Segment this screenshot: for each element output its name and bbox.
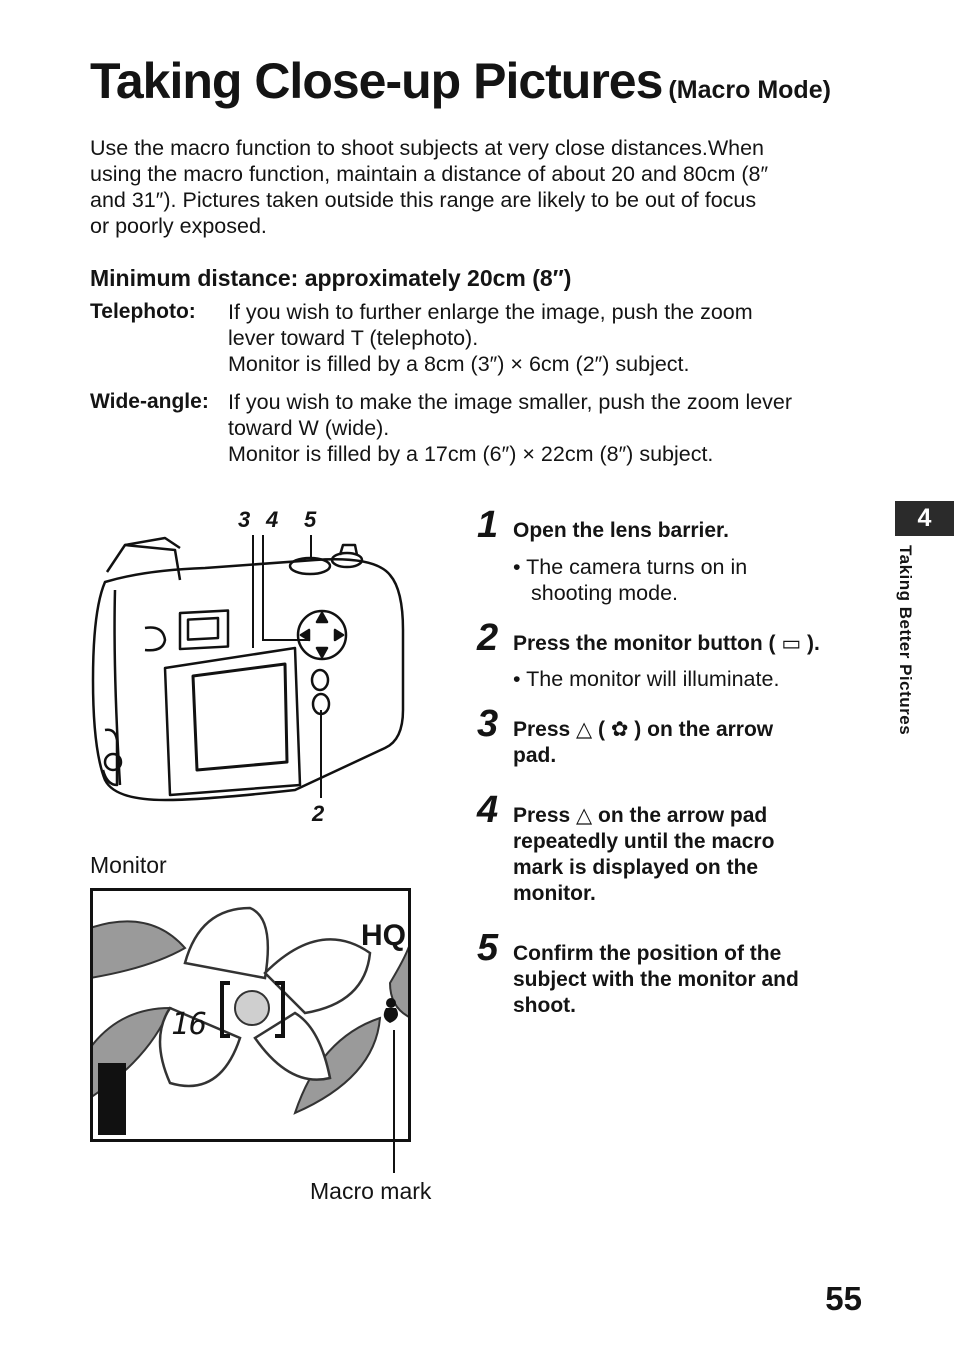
step-2-title: Press the monitor button ( ▭ ).	[513, 632, 820, 655]
telephoto-description	[228, 299, 753, 377]
step-number: 5	[477, 927, 499, 969]
step-title-line: Press △ ( ✿ ) on the arrow	[513, 718, 774, 741]
step-number: 2	[477, 617, 499, 659]
wide-angle-line: toward W (wide).	[228, 416, 390, 440]
intro-line: using the macro function, maintain a distance of about 20 and 80cm (8″	[90, 162, 769, 186]
macro-mark-leader	[393, 1030, 395, 1173]
chapter-label	[895, 545, 919, 785]
macro-mark-caption: Macro mark	[310, 1178, 432, 1204]
title-subtitle: (Macro Mode)	[668, 76, 831, 104]
step-title-line: pad.	[513, 744, 557, 767]
step-title-line: mark is displayed on the	[513, 856, 759, 879]
callout-5: 5	[304, 507, 317, 532]
wide-angle-line: If you wish to make the image smaller, push the zoom lever	[228, 390, 793, 414]
telephoto-term: Telephoto:	[90, 300, 196, 323]
step-4-title	[513, 803, 774, 907]
intro-line: or poorly exposed.	[90, 214, 267, 238]
monitor-display	[90, 888, 411, 1142]
wide-angle-term: Wide-angle:	[90, 390, 209, 413]
page-number: 55	[825, 1280, 862, 1317]
camera-illustration	[85, 500, 420, 830]
step-2-note: • The monitor will illuminate.	[513, 667, 780, 691]
step-title-line: repeatedly until the macro	[513, 830, 775, 853]
step-1-title: Open the lens barrier.	[513, 519, 729, 542]
step-title-line: Confirm the position of the	[513, 942, 782, 965]
step-3-title	[513, 717, 773, 769]
step-title-line: monitor.	[513, 882, 596, 905]
step-note-line: shooting mode.	[531, 581, 679, 605]
quality-indicator: HQ	[361, 919, 406, 952]
intro-line: and 31″). Pictures taken outside this range are likely to be out of focus	[90, 188, 757, 212]
chapter-label-text: Taking Better Pictures	[896, 545, 915, 736]
callout-4: 4	[266, 507, 279, 532]
monitor-caption: Monitor	[90, 852, 167, 878]
intro-paragraph	[90, 135, 870, 239]
wide-angle-description	[228, 389, 792, 467]
step-1-notes	[513, 554, 747, 606]
step-5-title	[513, 941, 799, 1019]
chapter-tab: 4	[895, 501, 954, 536]
step-title-line: shoot.	[513, 994, 576, 1017]
step-number: 1	[477, 504, 499, 546]
callout-2: 2	[312, 801, 325, 826]
title-main: Taking Close-up Pictures	[90, 53, 663, 109]
step-note-line: • The camera turns on in	[513, 555, 748, 579]
step-title-line: subject with the monitor and	[513, 968, 799, 991]
step-number: 3	[477, 703, 499, 745]
shots-remaining: 16	[171, 1007, 208, 1042]
page-title	[90, 52, 831, 110]
step-title-line: Press △ on the arrow pad	[513, 804, 768, 827]
intro-line: Use the macro function to shoot subjects at very close distances.When	[90, 136, 764, 160]
telephoto-line: lever toward T (telephoto).	[228, 326, 479, 350]
min-distance-heading: Minimum distance: approximately 20cm (8″)	[90, 265, 572, 291]
telephoto-line: Monitor is filled by a 8cm (3″) × 6cm (2″) subject.	[228, 352, 690, 376]
wide-angle-line: Monitor is filled by a 17cm (6″) × 22cm (8″) subject.	[228, 442, 714, 466]
step-number: 4	[477, 789, 499, 831]
callout-3: 3	[238, 507, 251, 532]
telephoto-line: If you wish to further enlarge the image, push the zoom	[228, 300, 753, 324]
